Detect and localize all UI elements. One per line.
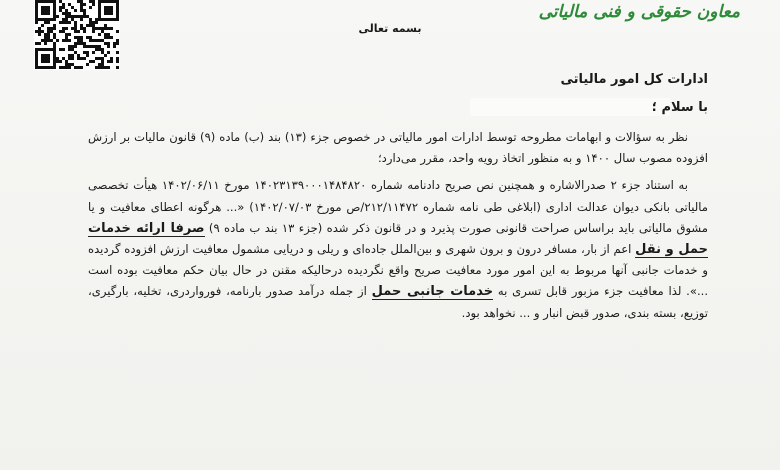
ruling-text-2: اعم از بار، مسافر درون و برون شهری و بین‌الملل جاده‌ای و ریلی و دریایی مشمول معافیت ارزش افزوده گردیده و خدمات جانبی آنها مربوط به این امور مورد معافیت صریح واقع نگردیده درحالیکه مقنن در حال بیان حکم معافیت بوده است ...». لذا معافیت جزء مزبور قابل تسری به (88, 242, 709, 299)
addressee-line: ادارات کل امور مالیاتی (560, 72, 708, 87)
paragraph-intro: نظر به سؤالات و ابهامات مطروحه توسط ادارات امور مالیاتی در خصوص جزء (۱۳) بند (ب) ماده (۹) قانون مالیات بر ارزش افزوده مصوب سال ۱۴۰۰ و به منظور اتخاذ رویه واحد، مقرر می‌دارد؛ (88, 130, 708, 166)
paragraph-ruling (88, 175, 708, 323)
basmale-heading: بسمه تعالی (358, 22, 422, 35)
letter-body (88, 127, 708, 324)
qr-code (34, 0, 120, 70)
emphasis-transport-services: صرفا ارائه خدمات حمل و نقل (88, 220, 709, 258)
deputy-office-title: معاون حقوقی و فنی مالیاتی (538, 2, 740, 22)
emphasis-ancillary-services: خدمات جانبی حمل (371, 284, 494, 300)
addressee-block (560, 66, 708, 122)
qr-code-graphic (34, 0, 120, 70)
greeting-line: با سلام ؛ (651, 100, 708, 115)
ruling-text-1: به استناد جزء ۲ صدرالاشاره و همچنین نص صریح دادنامه شماره ۱۴۰۲۳۱۳۹۰۰۰۱۴۸۴۸۲۰ مورخ ۱۴۰۲/۰۶/۱۱ هیأت تخصصی مالیاتی بانکی دیوان عدالت اداری (ابلاغی طی نامه شماره ۲۱۲/۱۱۴۷۲/ص مورخ ۱۴۰۲/۰۷/۰۳) «... هرگونه اعطای معافیت و یا مشوق مالیاتی باید براساس صراحت قانونی صورت پذیرد و در قانون ذکر شده (جزء ۱۳ بند ب ماده ۹) (88, 178, 709, 235)
ruling-text-3: از جمله درآمد صدور بارنامه، فورواردری، تخلیه، بارگیری، توزیع، بسته بندی، صدور قبض انبار و ... نخواهد بود. (88, 284, 708, 320)
